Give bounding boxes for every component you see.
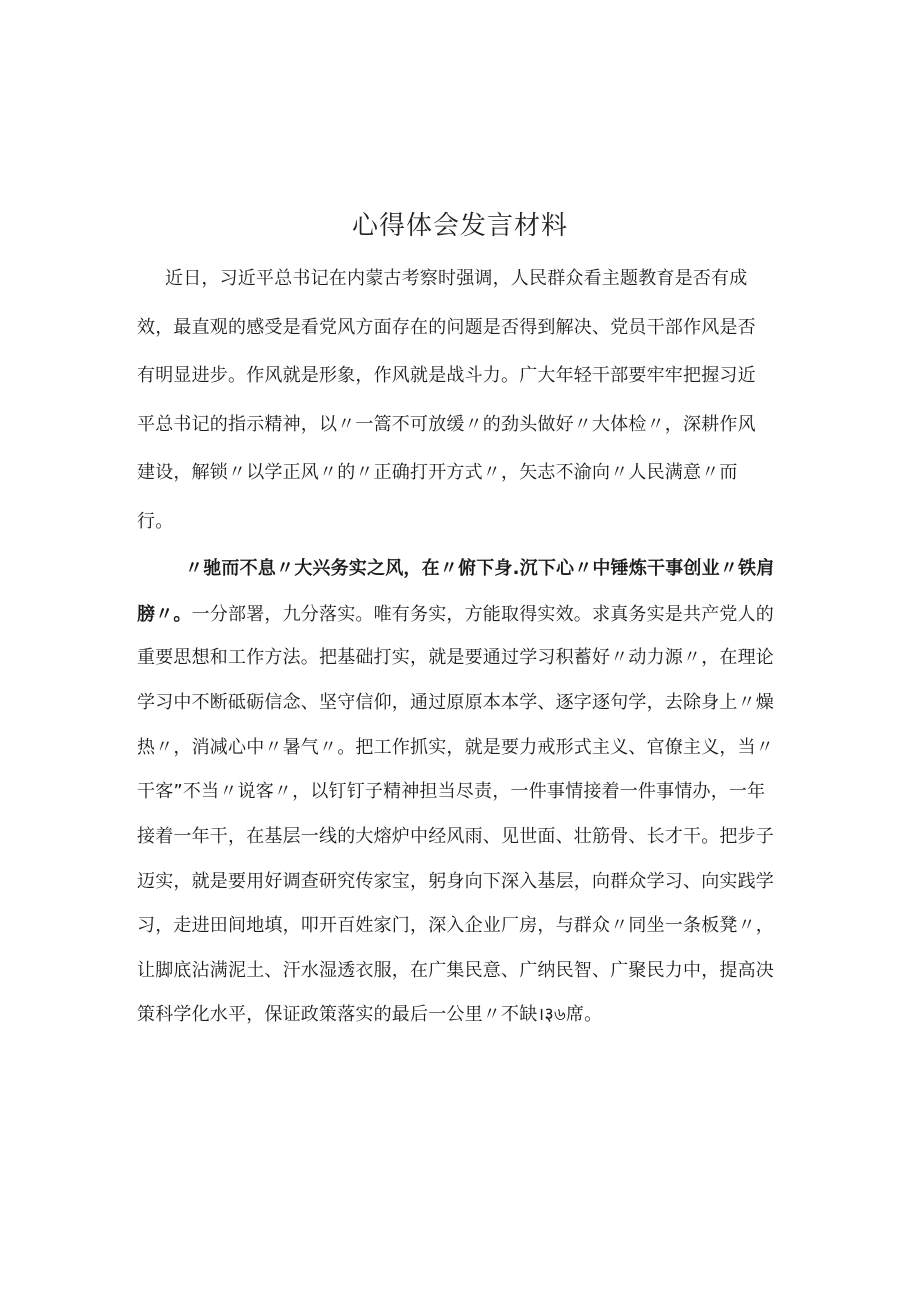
paragraph-2-line-3: 重要思想和工作方法。把基础打实，就是要通过学习积蓄好〃动力源〃，在理论 (137, 647, 774, 668)
paragraph-1-line-6: 行。 (137, 511, 174, 532)
paragraph-2-line-11: 策科学化水平，保证政策落实的最后一公里〃不缺।३৬席。 (137, 1004, 603, 1025)
paragraph-2-heading: 〃驰而不息〃大兴务实之风，在〃俯下身.沉下心〃中锤炼干事创业〃铁肩 (185, 558, 775, 579)
paragraph-2-line-4: 学习中不断砥砺信念、坚守信仰，通过原原本本学、逐字逐句学，去除身上〃燥 (137, 692, 774, 713)
document-title: 心得体会发言材料 (351, 211, 568, 241)
paragraph-1-line-4: 平总书记的指示精神，以〃一篙不可放缓〃的劲头做好〃大体检〃，深耕作风 (137, 414, 756, 435)
paragraph-2-line-8: 迈实，就是要用好调查研究传家宝，躬身向下深入基层，向群众学习、向实践学 (137, 871, 774, 892)
paragraph-2-heading-end: 膀〃。 (137, 604, 192, 625)
paragraph-2-line-10: 让脚底沾满泥土、汗水湿透衣服，在广集民意、广纳民智、广聚民力中，提高决 (137, 960, 774, 981)
paragraph-1-line-5: 建设，解锁〃以学正风〃的〃正确打开方式〃，矢志不渝向〃人民满意〃而 (137, 462, 738, 483)
paragraph-2-line-9: 习，走进田间地填，叩开百姓家门，深入企业厂房，与群众〃同坐一条板凳〃， (137, 915, 774, 936)
paragraph-2-line-2 (137, 600, 774, 626)
paragraph-2-line-2-text: 一分部署，九分落实。唯有务实，方能取得实效。求真务实是共产党人的 (191, 604, 775, 625)
paragraph-2-line-6: 干客”不当〃说客〃，以钉钉子精神担当尽责，一件事情接着一件事情办，一年 (137, 781, 766, 802)
paragraph-1-line-3: 有明显进步。作风就是形象，作风就是战斗力。广大年轻干部要牢牢把握习近 (137, 365, 756, 386)
paragraph-2-line-7: 接着一年干，在基层一线的大熔炉中经风雨、见世面、壮筋骨、长才干。把步子 (137, 826, 774, 847)
paragraph-1-line-1: 近日，习近平总书记在内蒙古考察时强调，人民群众看主题教育是否有成 (165, 268, 748, 289)
paragraph-1-line-2: 效，最直观的感受是看党风方面存在的问题是否得到解决、党员干部作风是否 (137, 317, 756, 338)
paragraph-2-line-5: 热〃，消减心中〃暑气〃。把工作抓实，就是要力戒形式主义、官僚主义，当〃 (137, 737, 774, 758)
